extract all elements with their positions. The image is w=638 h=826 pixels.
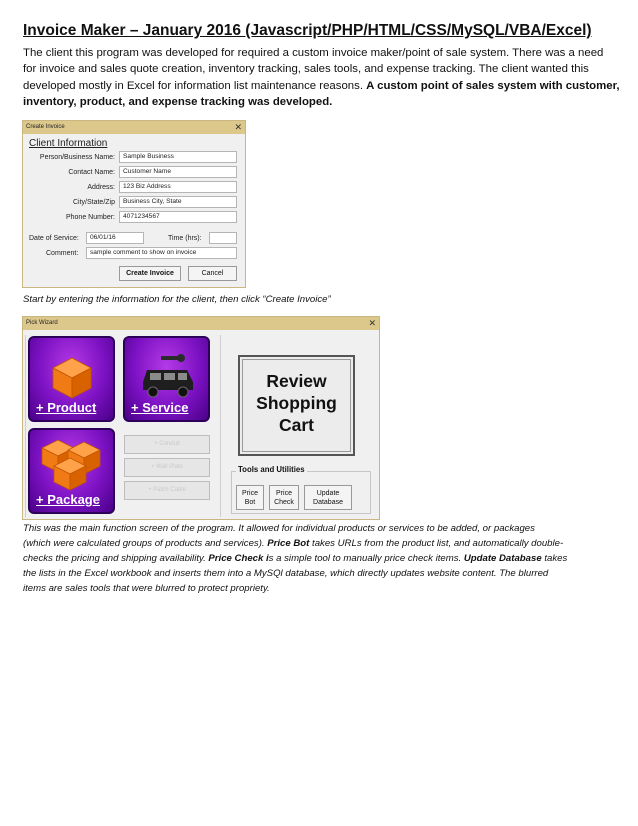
tile-label: + Service bbox=[131, 400, 189, 415]
date-label: Date of Service: bbox=[29, 235, 79, 242]
caption-create-invoice: Start by entering the information for the client, then click “Create Invoice” bbox=[23, 294, 331, 305]
city-state-zip-input[interactable]: Business City, State bbox=[119, 196, 237, 208]
field-row bbox=[23, 151, 247, 164]
blurred-sales-tool-button[interactable]: + Wall Plate bbox=[124, 458, 210, 477]
date-time-row bbox=[23, 232, 247, 245]
intro-bold-text: inventory, product, and expense tracking was developed. bbox=[23, 96, 333, 109]
caption-text: checks the pricing and shipping availability. bbox=[23, 553, 209, 564]
field-label: City/State/Zip bbox=[72, 199, 115, 206]
intro-line: The client this program was developed for required a custom invoice maker/point of sale system. There was a need bbox=[23, 47, 604, 59]
caption-text: (which were calculated groups of products and services). bbox=[23, 538, 268, 549]
phone-number-input[interactable]: 4071234567 bbox=[119, 211, 237, 223]
comment-label: Comment: bbox=[46, 250, 79, 257]
price-bot-button[interactable] bbox=[236, 485, 264, 510]
create-invoice-dialog bbox=[22, 120, 246, 288]
pick-wizard-titlebar bbox=[23, 317, 379, 330]
caption-pick-wizard bbox=[23, 521, 623, 596]
tile-label: + Product bbox=[36, 400, 97, 415]
business-name-input[interactable]: Sample Business bbox=[119, 151, 237, 163]
caption-bold-text: Price Check i bbox=[208, 553, 269, 564]
intro-line bbox=[23, 94, 623, 110]
window-title: Pick Wizard bbox=[26, 320, 58, 326]
caption-bold-text: Update Database bbox=[463, 553, 542, 564]
field-label: Contact Name: bbox=[68, 169, 115, 176]
comment-input[interactable]: sample comment to show on invoice bbox=[86, 247, 237, 259]
caption-line: items are sales tools that were blurred to protect propriety. bbox=[23, 583, 270, 594]
caption-line: This was the main function screen of the program. It allowed for individual products or services to be added, or packages bbox=[23, 523, 535, 534]
date-of-service-input[interactable]: 06/01/16 bbox=[86, 232, 144, 244]
divider bbox=[220, 335, 221, 517]
window-title: Create Invoice bbox=[26, 124, 65, 130]
add-package-button[interactable] bbox=[28, 428, 115, 514]
intro-paragraph bbox=[23, 45, 623, 111]
caption-text: s a simple tool to manually price check items. bbox=[268, 553, 464, 564]
review-line: Shopping bbox=[256, 393, 337, 413]
close-icon[interactable]: ✕ bbox=[368, 318, 376, 328]
close-icon[interactable]: ✕ bbox=[234, 122, 242, 132]
time-hours-input[interactable] bbox=[209, 232, 237, 244]
field-row bbox=[23, 196, 247, 209]
price-check-button[interactable] bbox=[269, 485, 299, 510]
intro-text: developed mostly in Excel for information list maintenance reasons. bbox=[23, 79, 367, 92]
button-line: Update bbox=[316, 490, 340, 497]
button-line: Bot bbox=[244, 499, 256, 506]
field-row bbox=[23, 211, 247, 224]
address-input[interactable]: 123 Biz Address bbox=[119, 181, 237, 193]
button-line: Price bbox=[242, 490, 258, 497]
tile-label: + Package bbox=[36, 492, 100, 507]
create-invoice-button[interactable]: Create Invoice bbox=[119, 266, 181, 281]
review-line: Cart bbox=[278, 415, 314, 435]
time-label: Time (hrs): bbox=[168, 235, 202, 242]
field-label: Phone Number: bbox=[65, 214, 115, 221]
tools-and-utilities-group bbox=[231, 465, 371, 514]
caption-bold-text: Price Bot bbox=[267, 538, 310, 549]
divider bbox=[25, 335, 26, 517]
caption-text: takes URLs from the product list, and automatically double- bbox=[309, 538, 564, 549]
button-line: Check bbox=[274, 499, 294, 506]
caption-text: takes bbox=[541, 553, 568, 564]
create-invoice-titlebar bbox=[23, 121, 245, 134]
caption-line bbox=[23, 551, 623, 566]
pick-wizard-dialog bbox=[22, 316, 380, 520]
caption-line bbox=[23, 536, 623, 551]
group-label: Tools and Utilities bbox=[238, 465, 305, 474]
button-line: Price bbox=[276, 490, 292, 497]
button-line: Database bbox=[313, 499, 343, 506]
field-label: Person/Business Name: bbox=[39, 154, 115, 161]
page-title: Invoice Maker – January 2016 (Javascript/PHP/HTML/CSS/MySQL/VBA/Excel) bbox=[23, 22, 592, 39]
review-line: Review bbox=[266, 371, 327, 391]
client-information-heading: Client Information bbox=[29, 138, 108, 149]
blurred-sales-tool-button[interactable]: + Conduit bbox=[124, 435, 210, 454]
intro-line bbox=[23, 78, 623, 94]
caption-line: the lists in the Excel workbook and inserts them into a MySQl database, which directly updates website content. The blurred bbox=[23, 568, 549, 579]
cancel-button[interactable]: Cancel bbox=[188, 266, 237, 281]
intro-bold-text: A custom point of sales system with customer, bbox=[366, 79, 620, 92]
add-service-button[interactable] bbox=[123, 336, 210, 422]
field-row bbox=[23, 181, 247, 194]
contact-name-input[interactable]: Customer Name bbox=[119, 166, 237, 178]
field-label: Address: bbox=[87, 184, 115, 191]
field-row bbox=[23, 166, 247, 179]
blurred-sales-tool-button[interactable]: + Patch Cable bbox=[124, 481, 210, 500]
add-product-button[interactable] bbox=[28, 336, 115, 422]
update-database-button[interactable] bbox=[304, 485, 352, 510]
intro-line: for invoice and sales quote creation, inventory tracking, sales tools, and expense tracking. The client wanted this bbox=[23, 63, 589, 76]
comment-row bbox=[23, 247, 247, 260]
review-shopping-cart-button[interactable] bbox=[238, 355, 355, 456]
